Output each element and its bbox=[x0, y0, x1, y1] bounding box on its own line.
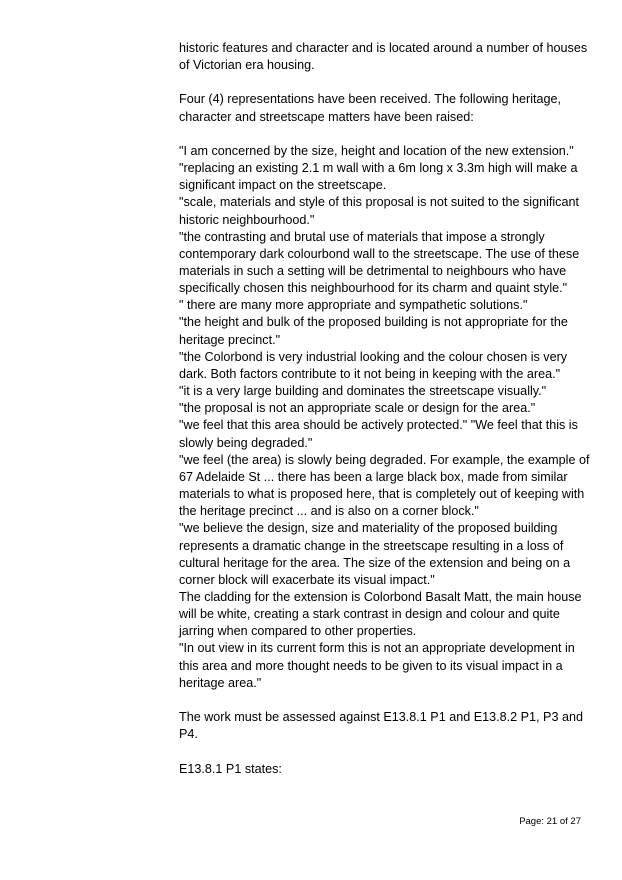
quote-line: " there are many more appropriate and sympathetic solutions." bbox=[179, 298, 528, 313]
quote-line: "the contrasting and brutal use of materials that impose a strongly contemporary dark colourbond wall to the streetscape. The use of these materials in such a setting will be detrimental to neighbours who have specifically chosen this neighbourhood for its charm and quaint style." bbox=[179, 229, 580, 296]
page-number: Page: 21 of 27 bbox=[519, 816, 581, 827]
quote-line: The cladding for the extension is Colorbond Basalt Matt, the main house will be white, creating a stark contrast in design and colour and quite jarring when compared to other properties. bbox=[179, 589, 582, 639]
quote-line: "we believe the design, size and materiality of the proposed building represents a dramatic change in the streetscape resulting in a loss of cultural heritage for the area. The size of the extension and being on a corner block will exacerbate its visual impact." bbox=[179, 521, 571, 587]
paragraph-spacer bbox=[179, 126, 591, 143]
quote-line: "the height and bulk of the proposed building is not appropriate for the heritage precinct." bbox=[179, 315, 568, 347]
quote-line: "we feel that this area should be actively protected." "We feel that this is slowly being degraded." bbox=[179, 418, 578, 450]
quote-line: "scale, materials and style of this proposal is not suited to the significant historic neighbourhood." bbox=[179, 195, 579, 227]
paragraph-spacer bbox=[179, 743, 591, 760]
states-paragraph: E13.8.1 P1 states: bbox=[179, 761, 282, 776]
quote-line: "replacing an existing 2.1 m wall with a 6m long x 3.3m high will make a significant impact on the streetscape. bbox=[179, 161, 578, 193]
assessment-paragraph: The work must be assessed against E13.8.1 P1 and E13.8.2 P1, P3 and P4. bbox=[179, 710, 583, 742]
quote-line: "we feel (the area) is slowly being degraded. For example, the example of 67 Adelaide St ... there has been a large black box, made from similar materials to what is proposed here, that is completely out of keeping with the heritage precinct ... and is also on a corner block." bbox=[179, 452, 590, 519]
quote-line: "it is a very large building and dominates the streetscape visually." bbox=[179, 384, 547, 399]
representation-quotes bbox=[179, 143, 591, 692]
paragraph-spacer bbox=[179, 74, 591, 91]
document-body bbox=[179, 40, 591, 778]
paragraph-spacer bbox=[179, 692, 591, 709]
representations-intro-paragraph: Four (4) representations have been received. The following heritage, character and streetscape matters have been raised: bbox=[179, 92, 562, 124]
intro-paragraph: historic features and character and is located around a number of houses of Victorian era housing. bbox=[179, 41, 588, 73]
quote-line: "In out view in its current form this is not an appropriate development in this area and more thought needs to be given to its visual impact in a heritage area." bbox=[179, 641, 575, 690]
quote-line: "the proposal is not an appropriate scale or design for the area." bbox=[179, 401, 536, 416]
quote-line: "the Colorbond is very industrial looking and the colour chosen is very dark. Both factors contribute to it not being in keeping with the area." bbox=[179, 349, 568, 381]
quote-line: "I am concerned by the size, height and location of the new extension." bbox=[179, 143, 574, 158]
